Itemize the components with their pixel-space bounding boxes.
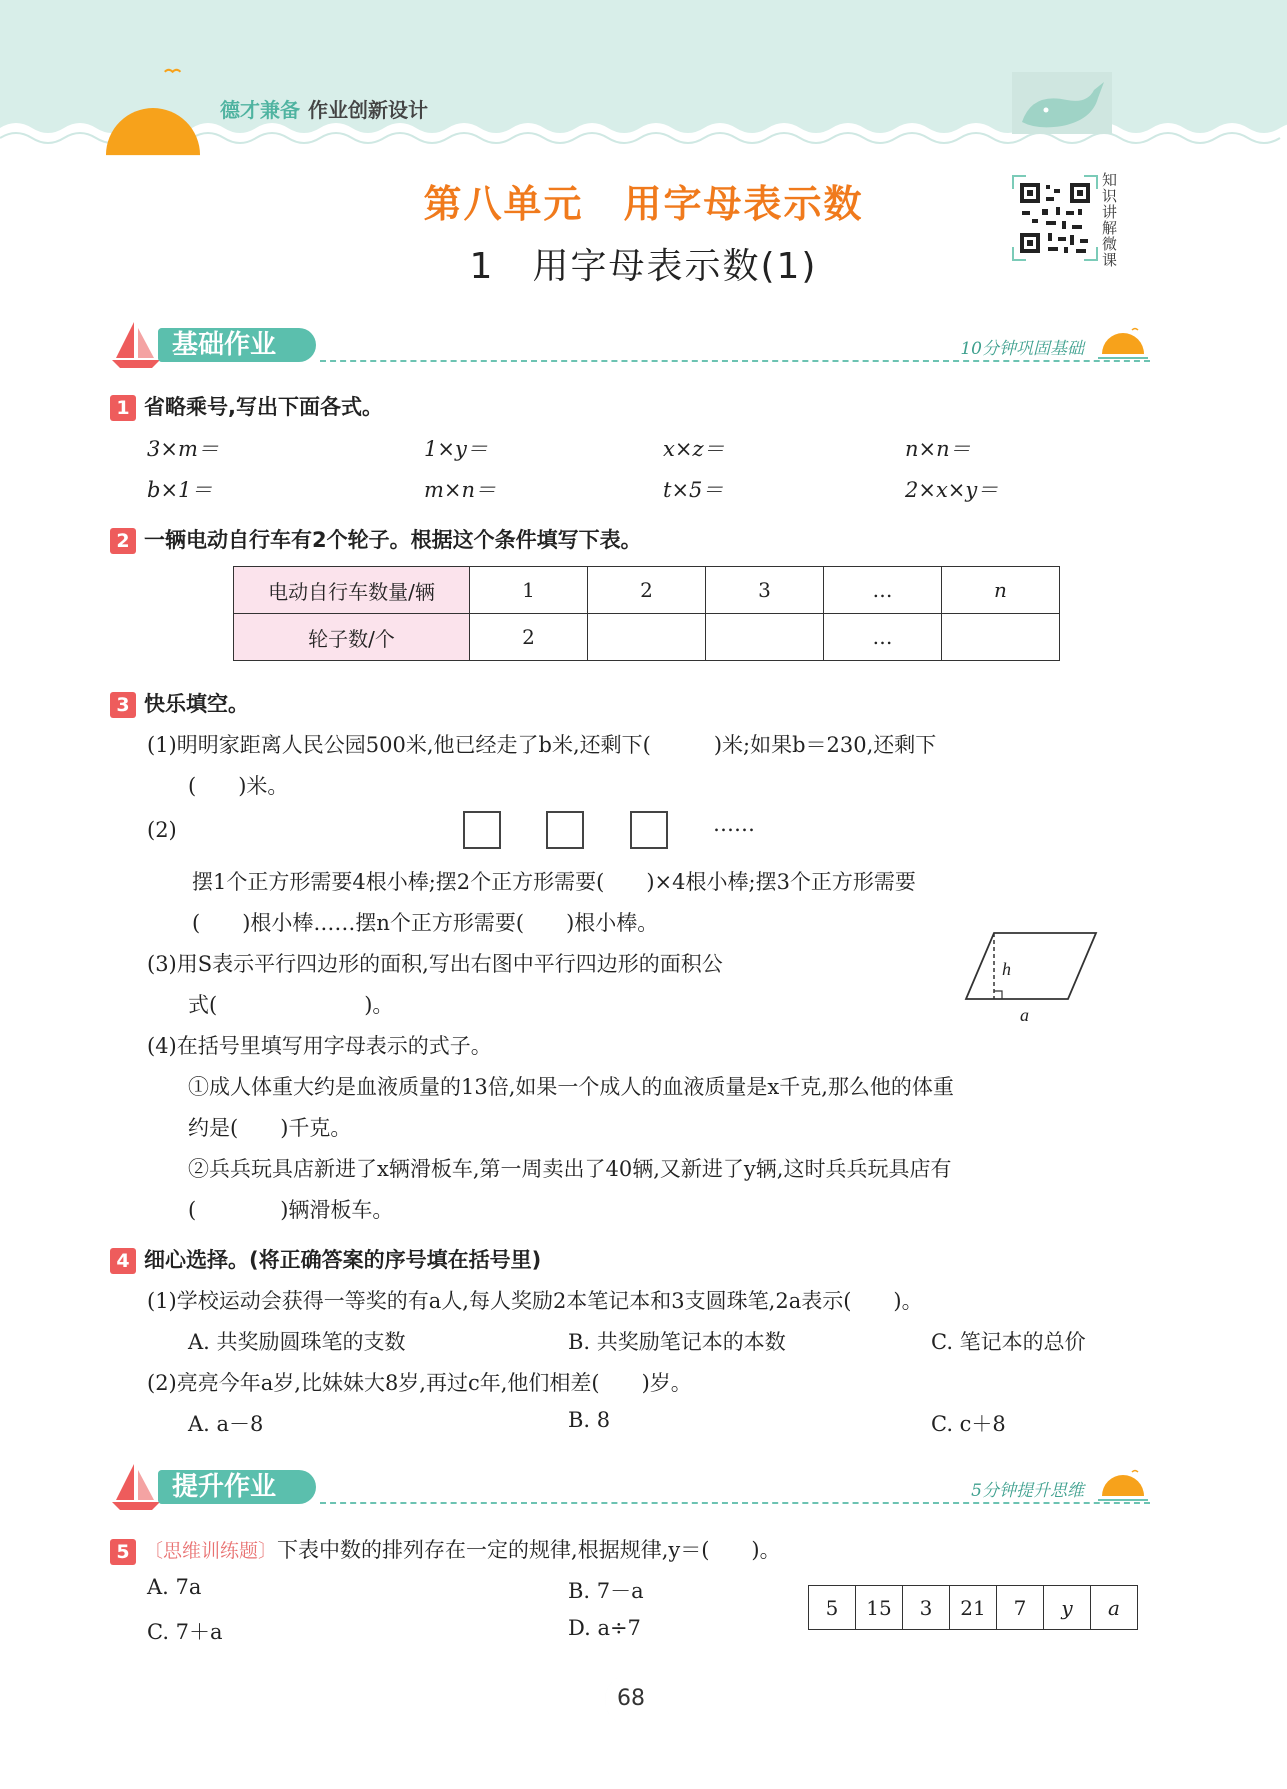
q4-text: 细心选择。(将正确答案的序号填在括号里)	[144, 1248, 542, 1272]
sun-icon	[1096, 324, 1150, 364]
q4-p2-option-a[interactable]: A. a－8	[188, 1412, 264, 1436]
q1-item: m×n＝	[424, 478, 497, 502]
section-divider	[320, 360, 1150, 362]
table-row	[809, 1586, 1138, 1630]
q5-option-b[interactable]: B. 7－a	[568, 1579, 644, 1603]
q1-item: 3×m＝	[147, 437, 219, 461]
q5-option-c[interactable]: C. 7＋a	[147, 1620, 223, 1644]
square-figure	[546, 811, 584, 849]
q1-item: t×5＝	[663, 478, 724, 502]
brand-part2: 作业创新设计	[308, 98, 428, 122]
q1-text: 省略乘号,写出下面各式。	[144, 395, 383, 419]
table-cell: 3	[706, 567, 824, 614]
q5-text: 下表中数的排列存在一定的规律,根据规律,y＝( )。	[277, 1538, 781, 1562]
brand	[220, 94, 428, 123]
q1-item: n×n＝	[905, 437, 971, 461]
q1-number: 1	[110, 395, 136, 421]
q5-tag: 〔思维训练题〕	[144, 1540, 278, 1562]
q2-text: 一辆电动自行车有2个轮子。根据这个条件填写下表。	[144, 528, 642, 552]
q3-p1-line1: (1)明明家距离人民公园500米,他已经走了b米,还剩下( )米;如果b＝230,还剩下	[147, 733, 937, 757]
q4-p2: (2)亮亮今年a岁,比妹妹大8岁,再过c年,他们相差( )岁。	[147, 1371, 692, 1395]
sun-icon	[1096, 1466, 1150, 1506]
q4-number: 4	[110, 1248, 136, 1274]
page-number	[601, 1670, 661, 1730]
parallelogram-figure	[960, 925, 1100, 1025]
q5-option-d[interactable]: D. a÷7	[568, 1616, 641, 1640]
table-row	[234, 614, 1060, 661]
section-basic-hint: 10分钟巩固基础	[960, 339, 1084, 359]
qr-code-icon[interactable]	[1012, 175, 1098, 261]
whale-icon	[1012, 72, 1112, 134]
q3-p4-1-line2: 约是( )千克。	[188, 1116, 352, 1140]
q1-item: x×z＝	[663, 437, 725, 461]
sailboat-icon	[110, 320, 162, 370]
brand-part1: 德才兼备	[220, 98, 300, 122]
section-basic-header	[110, 320, 1150, 370]
q3-p3-line2: 式( )。	[188, 993, 394, 1017]
table-cell: 7	[997, 1586, 1044, 1630]
table-cell: 2	[470, 614, 588, 661]
q1-title	[110, 391, 383, 421]
q3-p2-dots: ……	[713, 812, 755, 836]
q1-item: 2×x×y＝	[905, 478, 999, 502]
table-cell: n	[942, 567, 1060, 614]
q5-option-a[interactable]: A. 7a	[147, 1575, 202, 1599]
page-number-text: 68	[617, 1686, 645, 1711]
table-cell: 21	[950, 1586, 997, 1630]
height-label: h	[1002, 959, 1011, 979]
table-row	[234, 567, 1060, 614]
q1-item: 1×y＝	[424, 437, 488, 461]
table-cell: 5	[809, 1586, 856, 1630]
q3-text: 快乐填空。	[144, 692, 249, 716]
table-cell: 1	[470, 567, 588, 614]
answer-cell[interactable]	[706, 614, 824, 661]
q2-title	[110, 524, 642, 554]
q3-p2-line1: 摆1个正方形需要4根小棒;摆2个正方形需要( )×4根小棒;摆3个正方形需要	[192, 870, 916, 894]
table-cell: 2	[588, 567, 706, 614]
q4-p2-option-b[interactable]: B. 8	[568, 1408, 611, 1432]
section-advanced-hint: 5分钟提升思维	[971, 1481, 1084, 1501]
q4-p1-option-c[interactable]: C. 笔记本的总价	[931, 1330, 1086, 1354]
table-header-cell: 电动自行车数量/辆	[234, 567, 470, 614]
table-cell: y	[1044, 1586, 1091, 1630]
q3-p4-1-line1: ①成人体重大约是血液质量的13倍,如果一个成人的血液质量是x千克,那么他的体重	[188, 1075, 954, 1099]
q3-title	[110, 688, 249, 718]
section-divider	[320, 1502, 1150, 1504]
sailboat-icon	[110, 1462, 162, 1512]
answer-cell[interactable]	[942, 614, 1060, 661]
q1-item: b×1＝	[147, 478, 213, 502]
q2-number: 2	[110, 528, 136, 554]
wheels-table	[233, 566, 1060, 661]
qr-caption: 知识讲解微课	[1102, 171, 1118, 269]
q4-p1-option-b[interactable]: B. 共奖励笔记本的本数	[568, 1330, 786, 1354]
q3-p1-line2: ( )米。	[188, 774, 289, 798]
square-figure	[630, 811, 668, 849]
q3-p2-label: (2)	[147, 818, 177, 842]
section-advanced-label: 提升作业	[158, 1470, 316, 1504]
table-cell: 15	[856, 1586, 903, 1630]
base-label: a	[1020, 1005, 1029, 1025]
section-advanced-header	[110, 1462, 1150, 1512]
q4-title	[110, 1244, 541, 1274]
table-cell: 3	[903, 1586, 950, 1630]
lesson-title: 1 用字母表示数(1)	[469, 246, 818, 287]
square-figure	[463, 811, 501, 849]
q4-p1-option-a[interactable]: A. 共奖励圆珠笔的支数	[188, 1330, 406, 1354]
q3-p4-2-line1: ②兵兵玩具店新进了x辆滑板车,第一周卖出了40辆,又新进了y辆,这时兵兵玩具店有	[188, 1157, 952, 1181]
sequence-table	[808, 1585, 1138, 1630]
q5-number: 5	[110, 1539, 136, 1565]
unit-title: 第八单元 用字母表示数	[423, 182, 864, 226]
section-basic-label: 基础作业	[158, 328, 316, 362]
table-cell: …	[824, 567, 942, 614]
q3-p3-line1: (3)用S表示平行四边形的面积,写出右图中平行四边形的面积公	[147, 952, 723, 976]
q4-p1: (1)学校运动会获得一等奖的有a人,每人奖励2本笔记本和3支圆珠笔,2a表示( )。	[147, 1289, 923, 1313]
q3-p4-title: (4)在括号里填写用字母表示的式子。	[147, 1034, 492, 1058]
table-cell: …	[824, 614, 942, 661]
q3-p2-line2: ( )根小棒……摆n个正方形需要( )根小棒。	[192, 911, 659, 935]
answer-cell[interactable]	[588, 614, 706, 661]
q4-p2-option-c[interactable]: C. c＋8	[931, 1412, 1006, 1436]
sun-logo-icon	[104, 62, 202, 160]
q3-number: 3	[110, 692, 136, 718]
table-header-cell: 轮子数/个	[234, 614, 470, 661]
q5-title	[110, 1534, 781, 1565]
table-cell: a	[1091, 1586, 1138, 1630]
q3-p4-2-line2: ( )辆滑板车。	[188, 1198, 394, 1222]
